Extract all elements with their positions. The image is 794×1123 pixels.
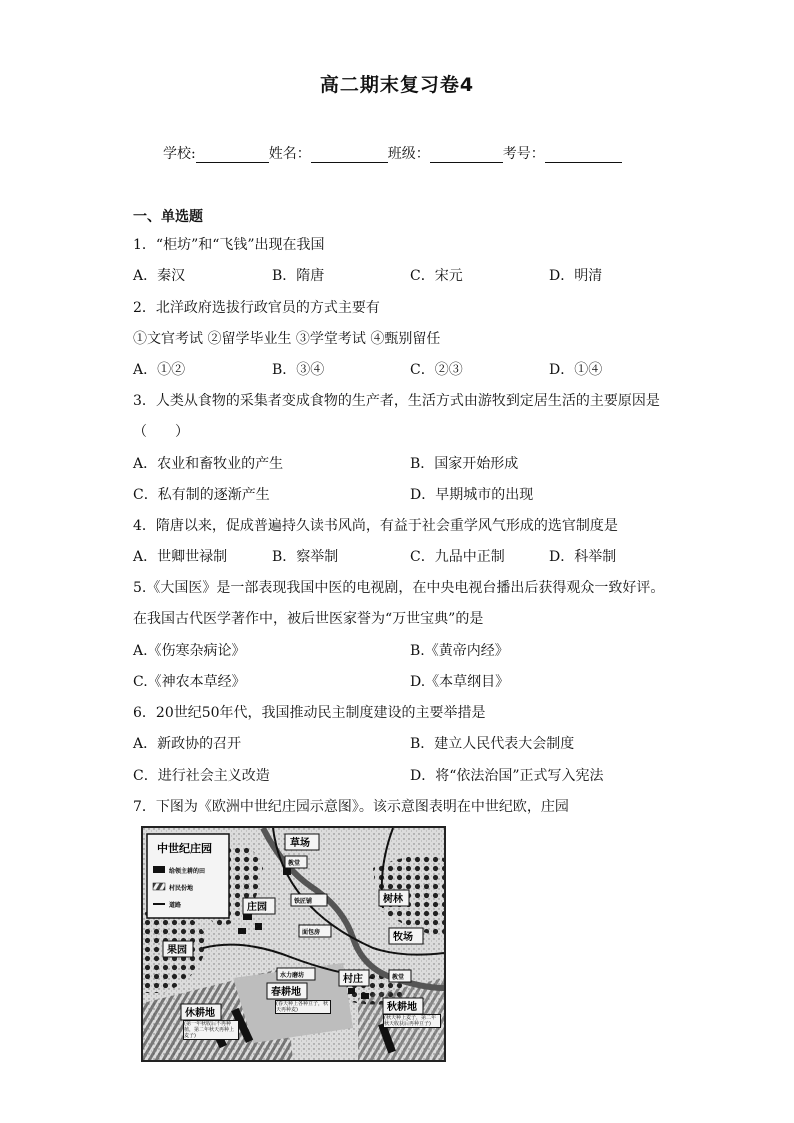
spring-field-note: (春天种上各种豆子，秋天再种麦) xyxy=(275,1000,331,1014)
q6-option-d[interactable]: D．将“依法治国”正式写入宪法 xyxy=(410,768,604,784)
q3-option-d[interactable]: D．早期城市的出现 xyxy=(410,487,534,503)
school-label: 学校: xyxy=(163,146,196,162)
exam-no-blank[interactable] xyxy=(545,148,622,163)
q3-option-b[interactable]: B．国家开始形成 xyxy=(410,456,519,472)
q4-option-d[interactable]: D．科举制 xyxy=(549,549,617,565)
q2-option-a[interactable]: A．①② xyxy=(133,362,186,378)
q4-stem: 4．隋唐以来，促成普遍持久读书风尚，有益于社会重学风气形成的选官制度是 xyxy=(133,518,618,534)
q6-option-c[interactable]: C．进行社会主义改造 xyxy=(133,768,270,784)
q4-option-a[interactable]: A．世卿世禄制 xyxy=(133,549,228,565)
class-label: 班级： xyxy=(387,146,430,162)
label-bakery: 面包房 xyxy=(302,929,321,936)
autumn-field-note: (秋天种上麦子，第二年秋天收获后再种豆子) xyxy=(383,1014,441,1028)
name-blank[interactable] xyxy=(311,148,388,163)
q1-stem: 1．“柜坊”和“飞钱”出现在我国 xyxy=(133,237,325,253)
legend-lord-swatch xyxy=(153,866,165,873)
legend-lord-label: 给领主耕的田 xyxy=(169,868,206,875)
q3-option-a[interactable]: A．农业和畜牧业的产生 xyxy=(133,456,284,472)
q5-stem: 5.《大国医》是一部表现我国中医的电视剧，在中央电视台播出后获得观众一致好评。 xyxy=(133,580,665,596)
label-church: 教堂 xyxy=(288,860,301,867)
q3-option-c[interactable]: C．私有制的逐渐产生 xyxy=(133,487,270,503)
school-blank[interactable] xyxy=(196,148,269,163)
q1-option-b[interactable]: B．隋唐 xyxy=(272,268,325,284)
q5-option-c[interactable]: C.《神农本草经》 xyxy=(133,674,246,690)
q2-items: ①文官考试 ②留学毕业生 ③学堂考试 ④甄别留任 xyxy=(133,331,441,347)
label-mill: 水力磨坊 xyxy=(280,972,305,979)
medieval-manor-map xyxy=(141,826,446,1062)
q6-option-a[interactable]: A．新政协的召开 xyxy=(133,736,242,752)
building xyxy=(255,923,262,930)
label-grass: 草场 xyxy=(290,838,310,849)
student-info-row xyxy=(163,143,622,163)
q2-option-d[interactable]: D．①④ xyxy=(549,362,603,378)
page-title: 高二期末复习卷4 xyxy=(319,74,475,96)
section-heading: 一、单选题 xyxy=(133,209,203,225)
q6-stem: 6．20世纪50年代，我国推动民主制度建设的主要举措是 xyxy=(133,705,486,721)
q1-option-a[interactable]: A．秦汉 xyxy=(133,268,186,284)
label-fallow: 休耕地 xyxy=(185,1008,215,1019)
label-pasture: 牧场 xyxy=(393,932,413,943)
q5-stem-2: 在我国古代医学著作中，被后世医家誉为“万世宝典”的是 xyxy=(133,611,484,627)
legend-title: 中世纪庄园 xyxy=(157,842,212,855)
label-manor: 庄园 xyxy=(247,902,267,913)
q2-stem: 2．北洋政府选拔行政官员的方式主要有 xyxy=(133,300,380,316)
legend-road-label: 道路 xyxy=(169,902,182,909)
legend-village-swatch xyxy=(153,883,165,890)
q3-paren: （ ） xyxy=(133,424,189,440)
building xyxy=(361,993,369,999)
q3-stem: 3．人类从食物的采集者变成食物的生产者，生活方式由游牧到定居生活的主要原因是 xyxy=(133,393,660,409)
q1-option-d[interactable]: D．明清 xyxy=(549,268,603,284)
q5-option-d[interactable]: D.《本草纲目》 xyxy=(410,674,510,690)
name-label: 姓名： xyxy=(268,146,311,162)
q6-option-b[interactable]: B．建立人民代表大会制度 xyxy=(410,736,575,752)
label-village: 村庄 xyxy=(343,974,363,985)
label-smithy: 铁匠铺 xyxy=(294,898,313,905)
building xyxy=(238,928,246,934)
building xyxy=(283,868,291,875)
legend-village-label: 村民份地 xyxy=(169,885,194,892)
exam-no-label: 考号： xyxy=(502,146,545,162)
q5-option-a[interactable]: A.《伤寒杂病论》 xyxy=(133,643,246,659)
q4-option-b[interactable]: B．察举制 xyxy=(272,549,339,565)
class-blank[interactable] xyxy=(430,148,503,163)
label-spring-field: 春耕地 xyxy=(271,987,301,998)
q5-option-b[interactable]: B.《黄帝内经》 xyxy=(410,643,509,659)
label-church-2: 教堂 xyxy=(392,974,405,981)
q2-option-b[interactable]: B．③④ xyxy=(272,362,325,378)
building xyxy=(348,988,355,994)
q2-option-c[interactable]: C．②③ xyxy=(410,362,463,378)
q7-stem: 7．下图为《欧洲中世纪庄园示意图》。该示意图表明在中世纪欧，庄园 xyxy=(133,799,569,815)
fallow-note: (第一年秋收后不再种植，第二年秋天再种上麦子) xyxy=(183,1020,239,1040)
q1-option-c[interactable]: C．宋元 xyxy=(410,268,463,284)
label-forest: 树林 xyxy=(383,894,403,905)
label-orchard: 果园 xyxy=(167,945,187,956)
q4-option-c[interactable]: C．九品中正制 xyxy=(410,549,505,565)
map-svg xyxy=(143,828,444,1060)
label-autumn-field: 秋耕地 xyxy=(387,1002,417,1013)
